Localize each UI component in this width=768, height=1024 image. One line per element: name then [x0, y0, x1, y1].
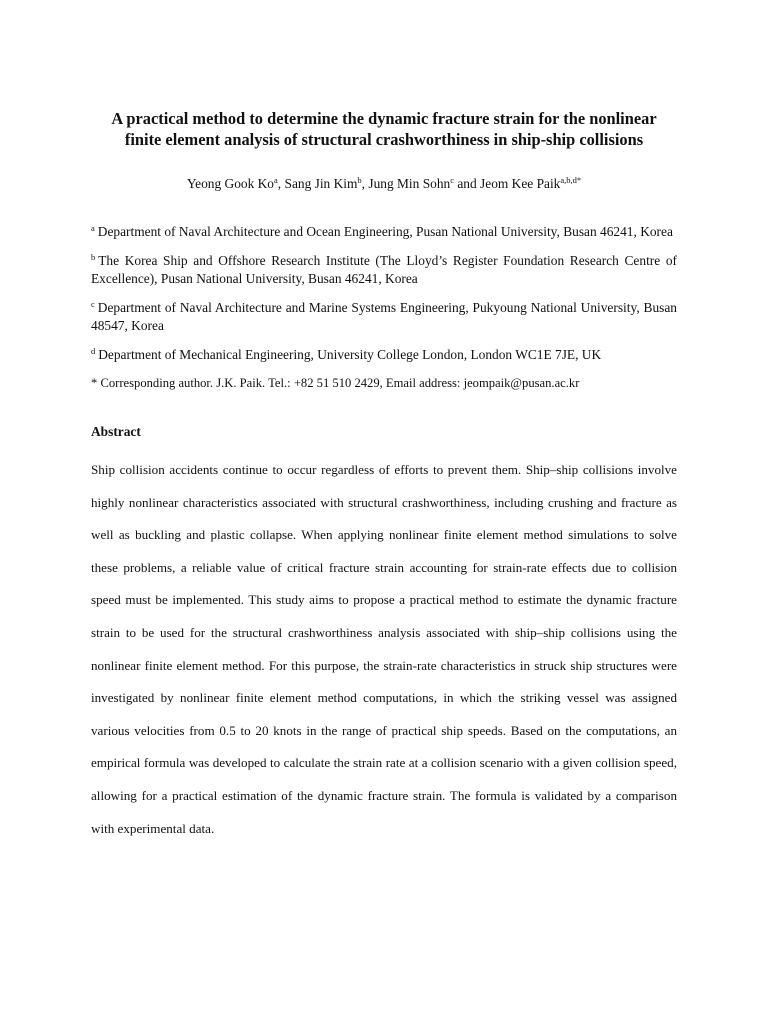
affiliation-list: [91, 223, 677, 364]
affiliation-mark: c: [91, 298, 95, 309]
affiliation: [91, 223, 677, 242]
affiliation-mark: b: [91, 251, 96, 262]
author-separator: and: [454, 176, 481, 191]
author-separator: ,: [277, 176, 285, 191]
author-name: Jung Min Sohn: [368, 176, 451, 191]
affiliation: [91, 299, 677, 336]
author-name: Yeong Gook Ko: [186, 176, 275, 191]
author-affiliation-mark: a,b,d*: [560, 175, 582, 185]
author-separator: ,: [361, 176, 369, 191]
abstract-heading: Abstract: [91, 424, 141, 439]
affiliation-text: Department of Naval Architecture and Marine Systems Engineering, Pukyoung National University, Busan 48547, Korea: [91, 299, 677, 333]
corresponding-author-note: * Corresponding author. J.K. Paik. Tel.: +82 51 510 2429, Email address: jeompaik@pusan.ac.kr: [91, 376, 580, 390]
abstract-text: Ship collision accidents continue to occur regardless of efforts to prevent them. Ship–ship collisions involve highly nonlinear characteristics associated with structural crashworthiness, including crushing and fracture as well as buckling and plastic collapse. When applying nonlinear finite element method simulations to solve these problems, a reliable value of critical fracture strain accounting for strain-rate effects due to collision speed must be implemented. This study aims to propose a practical method to estimate the dynamic fracture strain to be used for the structural crashworthiness analysis associated with ship–ship collisions using the nonlinear finite element method. For this purpose, the strain-rate characteristics in struck ship structures were investigated by nonlinear finite element method computations, in which the striking vessel was assigned various velocities from 0.5 to 20 knots in the range of practical ship speeds. Based on the computations, an empirical formula was developed to calculate the strain rate at a collision scenario with a given collision speed, allowing for a practical estimation of the dynamic fracture strain. The formula is validated by a comparison with experimental data.: [91, 462, 677, 836]
affiliation: [91, 252, 677, 289]
affiliation-mark: d: [91, 345, 96, 356]
affiliation: [91, 346, 677, 365]
title-line: A practical method to determine the dynamic fracture strain for the nonlinear: [111, 109, 657, 128]
author-list: [91, 175, 677, 193]
author-affiliation-mark: c: [450, 175, 455, 185]
affiliation-mark: a: [91, 223, 95, 233]
author-affiliation-mark: b: [357, 175, 362, 185]
author-name: Jeom Kee Paik: [480, 176, 561, 191]
affiliation-text: Department of Mechanical Engineering, University College London, London WC1E 7JE, UK: [98, 346, 602, 362]
paper-title: [91, 0, 677, 150]
author-name: Sang Jin Kim: [284, 176, 358, 191]
title-line: finite element analysis of structural crashworthiness in ship-ship collisions: [124, 130, 644, 149]
author-affiliation-mark: a: [274, 175, 278, 185]
affiliation-text: Department of Naval Architecture and Ocean Engineering, Pusan National University, Busan 46241, Korea: [97, 224, 673, 239]
affiliation-text: The Korea Ship and Offshore Research Institute (The Lloyd’s Register Foundation Research Centre of Excellence), Pusan National University, Busan 46241, Korea: [91, 252, 677, 286]
